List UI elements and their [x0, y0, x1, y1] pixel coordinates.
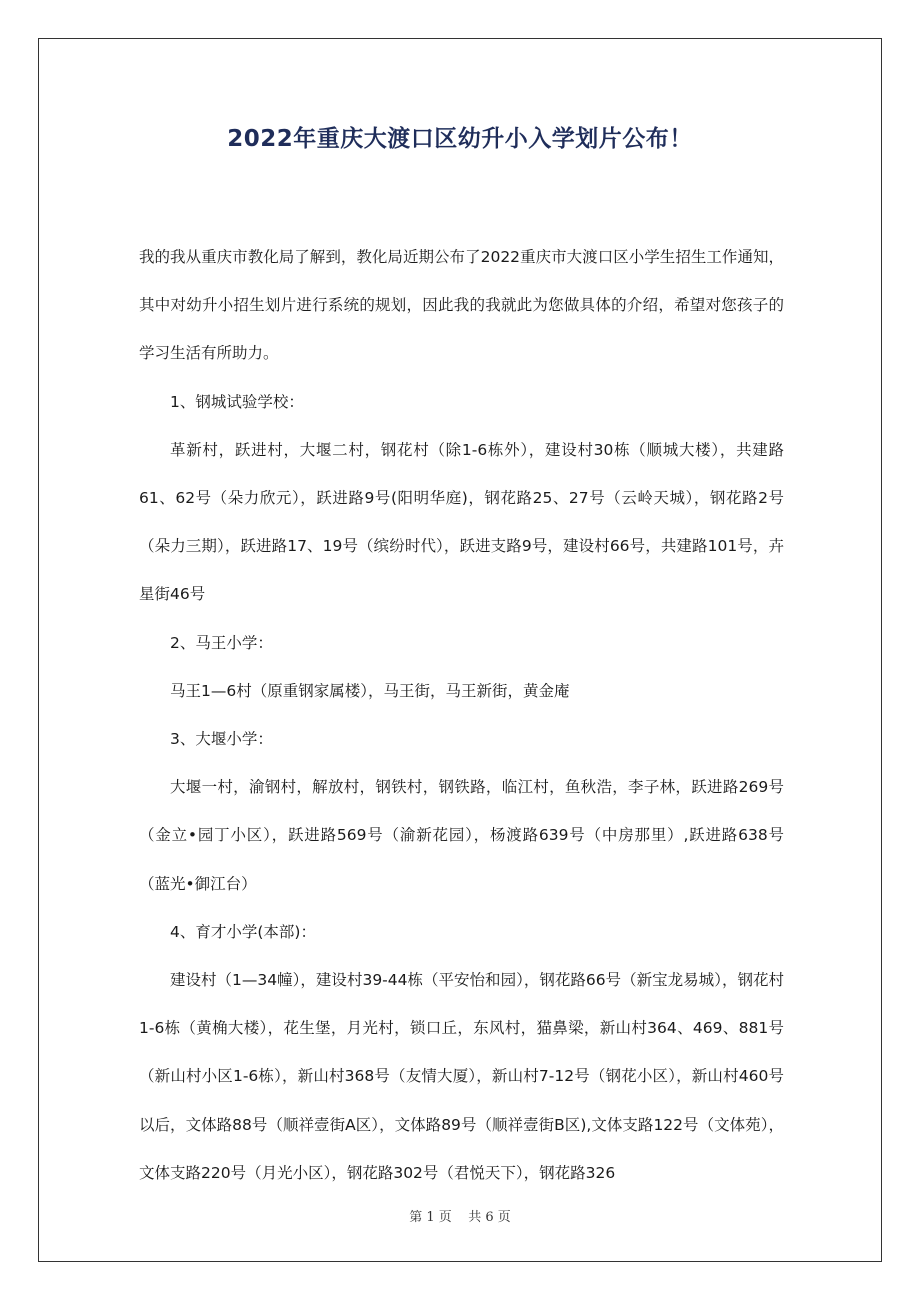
section-heading-mawang: 2、马王小学： [170, 633, 273, 652]
document-title: 2022年重庆大渡口区幼升小入学划片公布！ [227, 126, 693, 152]
section-body-dayan: 大堰一村，渝钢村，解放村，钢铁村，钢铁路，临江村，鱼秋浩，李子林，跃进路269号（金立•园丁小区），跃进路569号（渝新花园），杨渡路639号（中房那里）,跃进路638号（蓝光•御江台） [139, 778, 784, 893]
document-body [139, 233, 784, 1197]
intro-paragraph: 我的我从重庆市教化局了解到，教化局近期公布了2022重庆市大渡口区小学生招生工作通知，其中对幼升小招生划片进行系统的规划，因此我的我就此为您做具体的介绍，希望对您孩子的学习生活有所助力。 [139, 248, 784, 363]
section-heading-yucai: 4、育才小学(本部)： [170, 922, 316, 941]
section-body-mawang: 马王1—6村（原重钢家属楼），马王街，马王新街，黄金庵 [170, 681, 570, 700]
page-number-footer: 第 1 页 共 6 页 [409, 1210, 511, 1225]
section-heading-gangcheng: 1、钢城试验学校： [170, 392, 304, 411]
section-heading-dayan: 3、大堰小学： [170, 730, 273, 749]
section-body-yucai: 建设村（1—34幢），建设村39-44栋（平安怡和园），钢花路66号（新宝龙易城），钢花村1-6栋（黄桷大楼），花生堡，月光村，锁口丘，东风村，猫鼻梁，新山村364、469、881号（新山村小区1-6栋），新山村368号（友情大厦），新山村7-12号（钢花小区），新山村460号以后，文体路88号（顺祥壹街A区），文体路89号（顺祥壹街B区),文体支路122号（文体苑），文体支路220号（月光小区），钢花路302号（君悦天下），钢花路326 [139, 971, 784, 1182]
section-body-gangcheng: 革新村，跃进村，大堰二村，钢花村（除1-6栋外），建设村30栋（顺城大楼），共建路61、62号（朵力欣元），跃进路9号(阳明华庭)，钢花路25、27号（云岭天城），钢花路2号（朵力三期），跃进路17、19号（缤纷时代），跃进支路9号，建设村66号，共建路101号，卉星街46号 [139, 440, 784, 604]
